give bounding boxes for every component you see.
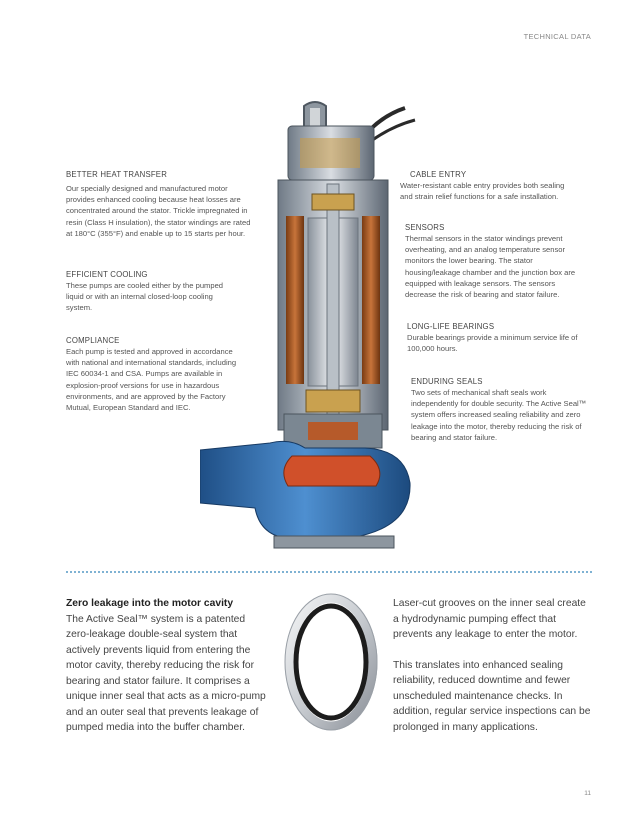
block-title: EFFICIENT COOLING [66,270,148,279]
block-body: Two sets of mechanical shaft seals work independently for double security. The Active Seal™ system offers increased sealing reliability and zero leakage into the motor, thereby reducing the risk of bearing and stator failure. [411,388,587,442]
block-title: BETTER HEAT TRANSFER [66,170,168,179]
block-body: Water-resistant cable entry provides both sealing and strain relief functions for a safe installation. [400,181,565,202]
block-compliance [66,336,248,413]
section-heading: Zero leakage into the motor cavity [66,598,234,609]
seal-ring-image [283,592,379,732]
seal-ring-icon [296,606,366,718]
seal-chamber [308,422,358,440]
block-body: These pumps are cooled either by the pumped liquid or with an internal closed-loop cooling system. [66,281,224,313]
block-body: Durable bearings provide a minimum service life of 100,000 hours. [407,333,578,354]
block-efficient-cooling [66,270,238,314]
zero-leakage-column [66,596,266,736]
section-body: The Active Seal™ system is a patented zero-leakage double-seal system that actively prevents liquid from entering the motor cavity, thereby reducing the risk for bearing and stator failure. It comprises a unique inner seal that acts as a micro-pump and an outer seal that prevents leakage of pumped media into the buffer chamber. [66,613,266,733]
block-cable-entry [400,170,576,202]
page-number: 11 [584,790,591,797]
block-long-life-bearings [407,322,591,354]
block-title: COMPLIANCE [66,336,120,345]
block-title: SENSORS [405,223,445,232]
section-paragraph: This translates into enhanced sealing reliability, reduced downtime and fewer unscheduled maintenance checks. In addition, regular service inspections can be prolonged in many applications. [393,659,591,733]
block-body: Thermal sensors in the stator windings prevent overheating, and an analog temperature sensor monitors the lower bearing. The stator housing/leakage chamber and the junction box are equipped with leakage sensors. The sensors decrease the risk of bearing and stator failure. [405,234,576,300]
block-better-heat-transfer [66,170,256,239]
block-title: ENDURING SEALS [411,377,483,386]
upper-bearing [312,194,354,210]
section-paragraph: Laser-cut grooves on the inner seal create a hydrodynamic pumping effect that prevents any leakage to enter the motor. [393,598,586,640]
block-body: Our specially designed and manufactured motor provides enhanced cooling because heat losses are concentrated around the stator. Trickle impregnated in resin (Class H insulation), the stator windings are rated at 180°C (355°F) and enable up to 15 starts per hour. [66,184,251,238]
block-sensors [405,223,581,300]
impeller [284,456,380,486]
header-title: TECHNICAL DATA [523,32,591,41]
lower-bearing [306,390,360,412]
block-title: CABLE ENTRY [410,170,467,179]
block-title: LONG-LIFE BEARINGS [407,322,495,331]
block-body: Each pump is tested and approved in accordance with national and international standards, including IEC 60034-1 and CSA. Pumps are available in explosion-proof versions for use in hazardous environments, and are approved by the Factory Mutual, European Standard and IEC. [66,347,237,413]
dotted-divider [66,571,592,573]
block-enduring-seals [411,377,587,443]
pump-cutaway-illustration [200,98,430,550]
laser-cut-column [393,596,593,735]
